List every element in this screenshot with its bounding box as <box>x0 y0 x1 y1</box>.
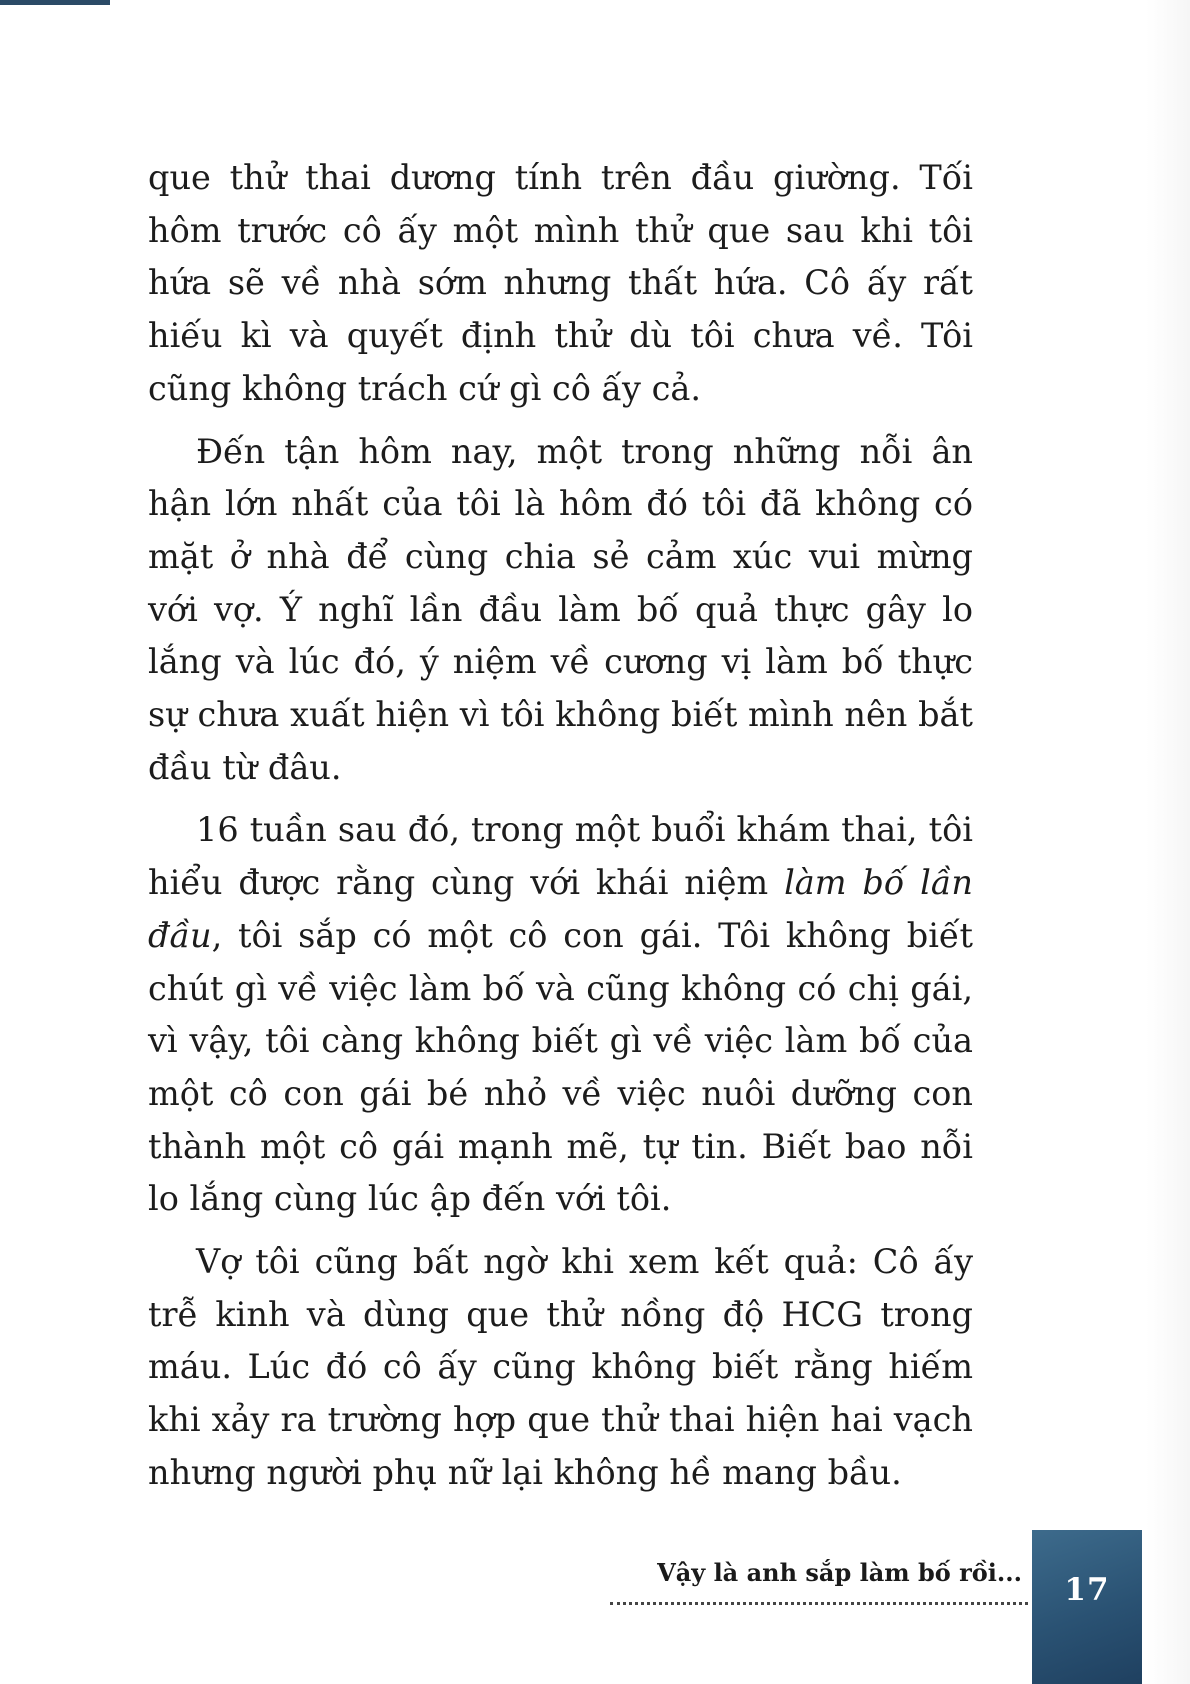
paragraph-2-text: Đến tận hôm nay, một trong những nỗi ân hận lớn nhất của tôi là hôm đó tôi đã không có mặt ở nhà để cùng chia sẻ cảm xúc vui mừng với vợ. Ý nghĩ lần đầu làm bố quả thực gây lo lắng và lúc đó, ý niệm về cương vị làm bố thực sự chưa xuất hiện vì tôi không biết mình nên bắt đầu từ đâu. <box>148 431 973 787</box>
paragraph-4 <box>148 1236 973 1500</box>
page-edge-shadow <box>1146 0 1190 1684</box>
paragraph-3 <box>148 804 973 1226</box>
paragraph-1 <box>148 152 973 416</box>
paragraph-1-text: que thử thai dương tính trên đầu giường. Tối hôm trước cô ấy một mình thử que sau khi tôi hứa sẽ về nhà sớm nhưng thất hứa. Cô ấy rất hiếu kì và quyết định thử dù tôi chưa về. Tôi cũng không trách cứ gì cô ấy cả. <box>148 158 973 408</box>
paragraph-4-text: Vợ tôi cũng bất ngờ khi xem kết quả: Cô ấy trễ kinh và dùng que thử nồng độ HCG trong máu. Lúc đó cô ấy cũng không biết rằng hiếm khi xảy ra trường hợp que thử thai hiện hai vạch nhưng người phụ nữ lại không hề mang bầu. <box>148 1242 973 1492</box>
top-accent-rule <box>0 0 110 5</box>
paragraph-3-italic-phrase: làm bố lần đầu <box>148 863 973 955</box>
page-number-tab <box>1032 1530 1142 1684</box>
paragraph-2 <box>148 426 973 795</box>
footer-dotted-rule <box>610 1602 1028 1605</box>
paragraph-3-text-start: 16 tuần sau đó, trong một buổi khám thai, tôi hiểu được rằng cùng với khái niệm <box>148 810 973 903</box>
body-text <box>148 152 973 1510</box>
page-number: 17 <box>1064 1572 1110 1608</box>
paragraph-3-text-end: , tôi sắp có một cô con gái. Tôi không biết chút gì về việc làm bố và cũng không có chị gái, vì vậy, tôi càng không biết gì về việc làm bố của một cô con gái bé nhỏ về việc nuôi dưỡng con thành một cô gái mạnh mẽ, tự tin. Biết bao nỗi lo lắng cùng lúc ập đến với tôi. <box>148 915 973 1219</box>
running-title: Vậy là anh sắp làm bố rồi... <box>657 1558 1022 1587</box>
